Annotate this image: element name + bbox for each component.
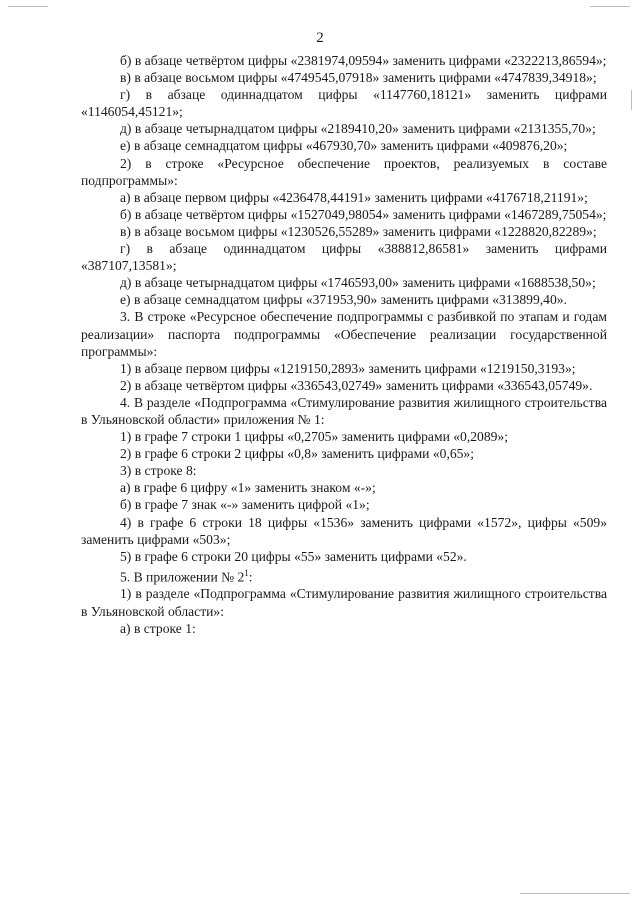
scan-edge-bottom xyxy=(520,893,630,894)
paragraph: 3. В строке «Ресурсное обеспечение подпрограммы с разбивкой по этапам и годам реализации» паспорта подпрограммы «Обеспечение реализации государственной программы»: xyxy=(81,309,607,359)
paragraph: д) в абзаце четырнадцатом цифры «2189410,20» заменить цифрами «2131355,70»; xyxy=(120,121,596,137)
paragraph: д) в абзаце четырнадцатом цифры «1746593,00» заменить цифрами «1688538,50»; xyxy=(120,275,596,291)
paragraph: 4. В разделе «Подпрограмма «Стимулирование развития жилищного строительства в Ульяновской области» приложения № 1: xyxy=(81,394,607,427)
superscript: 1 xyxy=(244,567,249,578)
paragraph: 1) в графе 7 строки 1 цифры «0,2705» заменить цифрами «0,2089»; xyxy=(120,429,508,445)
paragraph: е) в абзаце семнадцатом цифры «467930,70» заменить цифрами «409876,20»; xyxy=(120,138,568,154)
paragraph: 3) в строке 8: xyxy=(120,463,197,479)
paragraph: 2) в абзаце четвёртом цифры «336543,02749» заменить цифрами «336543,05749». xyxy=(120,377,593,393)
paragraph: 2) в строке «Ресурсное обеспечение проектов, реализуемых в составе подпрограммы»: xyxy=(81,155,607,188)
scan-edge-top-left xyxy=(8,6,48,7)
paragraph: 2) в графе 6 строки 2 цифры «0,8» заменить цифрами «0,65»; xyxy=(120,446,475,462)
paragraph: а) в графе 6 цифру «1» заменить знаком «-»; xyxy=(120,480,376,496)
paragraph: а) в абзаце первом цифры «4236478,44191» заменить цифрами «4176718,21191»; xyxy=(120,189,588,205)
paragraph: в) в абзаце восьмом цифры «4749545,07918» заменить цифрами «4747839,34918»; xyxy=(120,70,597,86)
paragraph: г) в абзаце одиннадцатом цифры «388812,86581» заменить цифрами «387107,13581»; xyxy=(81,241,607,274)
paragraph: г) в абзаце одиннадцатом цифры «1147760,18121» заменить цифрами «1146054,45121»; xyxy=(81,87,607,120)
paragraph-5-colon: : xyxy=(248,569,253,585)
paragraph: 4) в графе 6 строки 18 цифры «1536» заменить цифрами «1572», цифры «509» заменить цифрами «503»; xyxy=(81,514,607,547)
paragraph: 5) в графе 6 строки 20 цифры «55» заменить цифрами «52». xyxy=(120,548,467,564)
paragraph-5 xyxy=(81,565,607,586)
paragraph-5-text: 5. В приложении № 2 xyxy=(120,569,245,585)
scan-edge-top-right xyxy=(590,6,630,7)
document-body xyxy=(81,52,607,637)
paragraph: 1) в абзаце первом цифры «1219150,2893» заменить цифрами «1219150,3193»; xyxy=(120,360,576,376)
paragraph: б) в абзаце четвёртом цифры «2381974,09594» заменить цифрами «2322213,86594»; xyxy=(120,53,607,68)
paragraph: е) в абзаце семнадцатом цифры «371953,90» заменить цифрами «313899,40». xyxy=(120,292,567,308)
paragraph: б) в графе 7 знак «-» заменить цифрой «1»; xyxy=(120,497,370,513)
paragraph: 1) в разделе «Подпрограмма «Стимулирование развития жилищного строительства в Ульяновской области»: xyxy=(81,586,607,619)
scan-edge-right xyxy=(631,90,632,110)
page-number: 2 xyxy=(316,30,324,46)
paragraph: в) в абзаце восьмом цифры «1230526,55289» заменить цифрами «1228820,82289»; xyxy=(120,223,597,239)
paragraph: б) в абзаце четвёртом цифры «1527049,98054» заменить цифрами «1467289,75054»; xyxy=(120,206,607,222)
paragraph: а) в строке 1: xyxy=(120,620,196,636)
